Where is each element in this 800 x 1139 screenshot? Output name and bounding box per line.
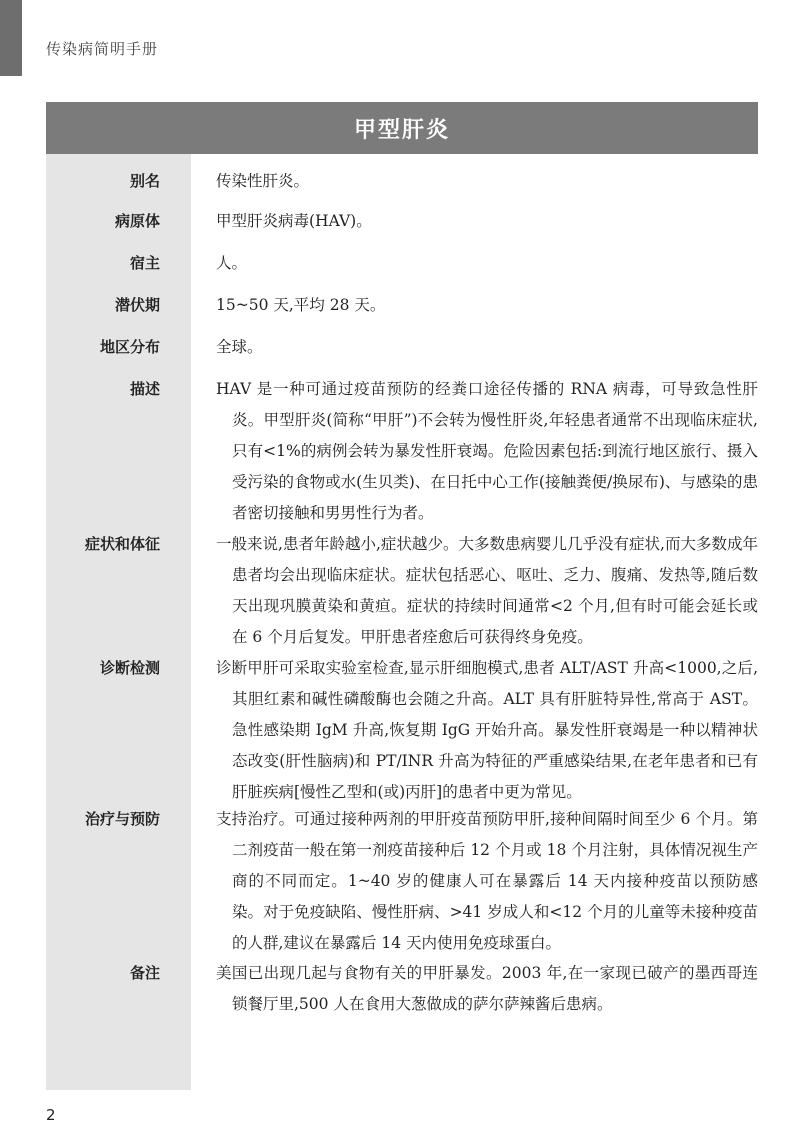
row-text: 人。 xyxy=(216,254,248,272)
row-text: 全球。 xyxy=(216,338,263,356)
row-text: 支持治疗。可通过接种两剂的甲肝疫苗预防甲肝,接种间隔时间至少 6 个月。第二剂疫苗一般在第一剂疫苗接种后 12 个月或 18 个月注射，具体情况视生产商的不同而定。1~40 岁的健康人可在暴露后 14 天内接种疫苗以预防感染。对于免疫缺陷、慢性肝病、>41 岁成人和<12 个月的儿童等未接种疫苗的人群,建议在暴露后 14 天内使用免疫球蛋白。 xyxy=(216,810,758,952)
page-title: 甲型肝炎 xyxy=(46,102,758,154)
side-tab-marker xyxy=(0,0,22,76)
row-text: HAV 是一种可通过疫苗预防的经粪口途径传播的 RNA 病毒，可导致急性肝炎。甲型肝炎(简称“甲肝”)不会转为慢性肝炎,年轻患者通常不出现临床症状,只有<1%的病例会转为暴发性肝衰竭。危险因素包括:到流行地区旅行、摄入受污染的食物或水(生贝类)、在日托中心工作(接触粪便/换尿布)、与感染的患者密切接触和男男性行为者。 xyxy=(216,380,758,522)
row-text: 一般来说,患者年龄越小,症状越少。大多数患病婴儿几乎没有症状,而大多数成年患者均会出现临床症状。症状包括恶心、呕吐、乏力、腹痛、发热等,随后数天出现巩膜黄染和黄疸。症状的持续时间通常<2 个月,但有时可能会延长或在 6 个月后复发。甲肝患者痊愈后可获得终身免疫。 xyxy=(216,535,758,646)
row-text: 美国已出现几起与食物有关的甲肝暴发。2003 年,在一家现已破产的墨西哥连锁餐厅里,500 人在食用大葱做成的萨尔萨辣酱后患病。 xyxy=(216,964,758,1013)
row-label: 治疗与预防 xyxy=(84,810,160,828)
row-label: 潜伏期 xyxy=(114,296,160,314)
row-text: 甲型肝炎病毒(HAV)。 xyxy=(216,212,372,230)
running-header: 传染病简明手册 xyxy=(46,40,159,58)
row-text: 15~50 天,平均 28 天。 xyxy=(216,296,386,314)
row-label: 症状和体征 xyxy=(84,535,160,553)
row-label: 别名 xyxy=(129,172,160,190)
row-label: 诊断检测 xyxy=(99,659,160,677)
row-text: 诊断甲肝可采取实验室检查,显示肝细胞模式,患者 ALT/AST 升高<1000,之后,其胆红素和碱性磷酸酶也会随之升高。ALT 具有肝脏特异性,常高于 AST。急性感染期 IgM 升高,恢复期 IgG 开始升高。暴发性肝衰竭是一种以精神状态改变(肝性脑病)和 PT/INR 升高为特征的严重感染结果,在老年患者和已有肝脏疾病[慢性乙型和(或)丙肝]的患者中更为常见。 xyxy=(216,659,758,801)
row-label: 备注 xyxy=(129,964,160,982)
row-text: 传染性肝炎。 xyxy=(216,172,310,190)
row-label: 地区分布 xyxy=(99,338,160,356)
row-label: 宿主 xyxy=(129,254,160,272)
row-label: 描述 xyxy=(129,380,160,398)
row-label: 病原体 xyxy=(114,212,160,230)
page-number: 2 xyxy=(46,1106,56,1124)
